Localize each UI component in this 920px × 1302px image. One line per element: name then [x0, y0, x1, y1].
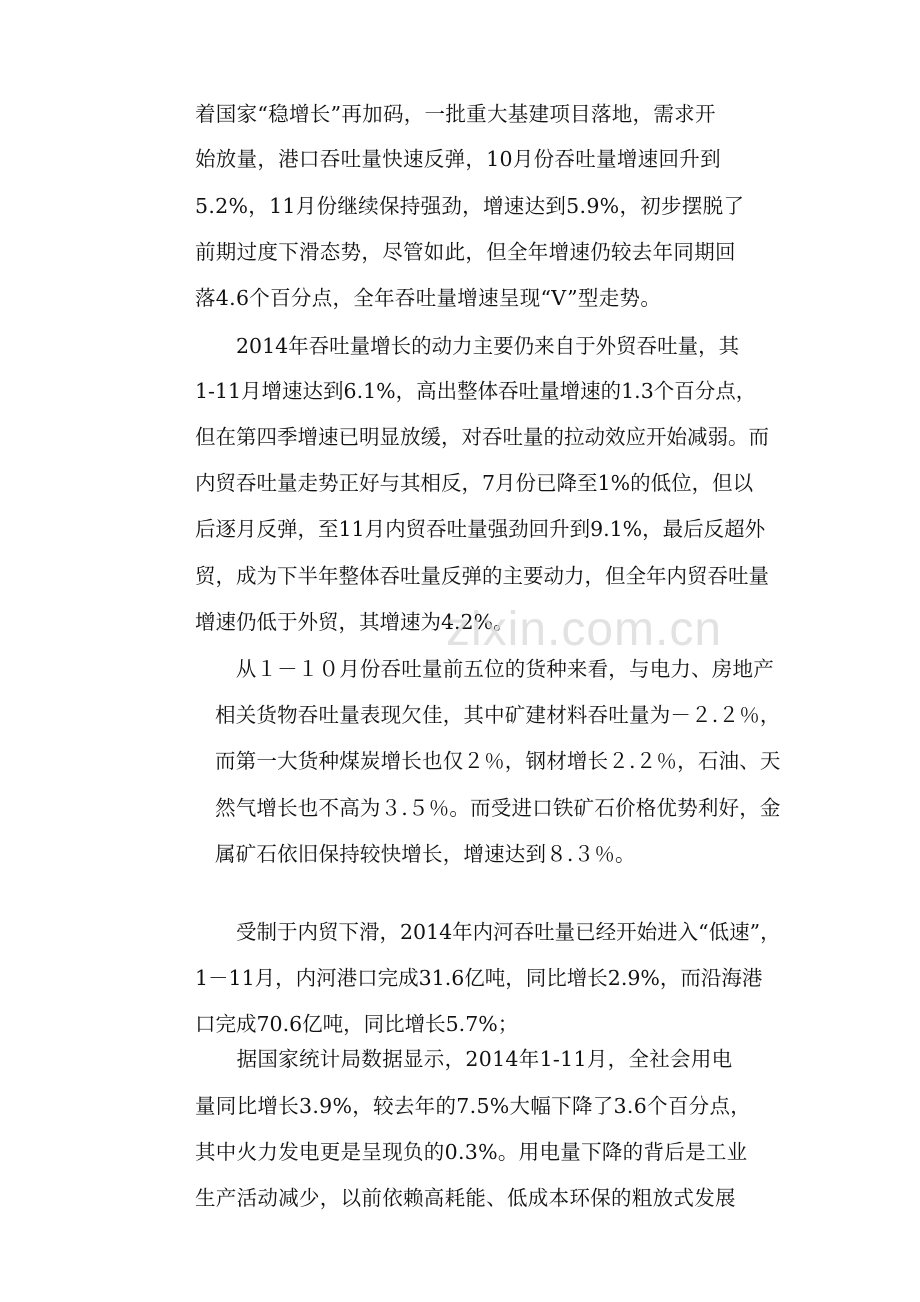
text-line: 而第一大货种煤炭增长也仅２％，钢材增长２.２％，石油、天: [215, 749, 781, 773]
text-line: 相关货物吞吐量表现欠佳，其中矿建材料吞吐量为－２.２％，: [215, 703, 781, 727]
text-line: 1-11月增速达到6.1%，高出整体吞吐量增速的1.3个百分点，: [195, 379, 757, 403]
text-line: 着国家“稳增长”再加码，一批重大基建项目落地，需求开: [195, 102, 716, 126]
watermark: zixin.com.cn: [446, 603, 723, 656]
text-line: 其中火力发电更是呈现负的0.3%。用电量下降的背后是工业: [195, 1140, 748, 1164]
text-line: 后逐月反弹，至11月内贸吞吐量强劲回升到9.1%，最后反超外: [195, 517, 766, 541]
text-line: 量同比增长3.9%，较去年的7.5%大幅下降了3.6个百分点，: [195, 1094, 752, 1118]
text-line: 受制于内贸下滑，2014年内河吞吐量已经开始进入“低速”，: [195, 920, 781, 944]
text-line: 属矿石依旧保持较快增长，增速达到８.３％。: [215, 842, 636, 866]
text-line: 但在第四季增速已明显放缓，对吞吐量的拉动效应开始减弱。而: [195, 425, 769, 449]
text-line: 前期过度下滑态势，尽管如此，但全年增速仍较去年同期回: [195, 240, 736, 264]
text-line: 贸，成为下半年整体吞吐量反弹的主要动力，但全年内贸吞吐量: [195, 564, 769, 588]
text-line: 生产活动减少，以前依赖高耗能、低成本环保的粗放式发展: [195, 1186, 736, 1210]
text-line: 从１－１０月份吞吐量前五位的货种来看，与电力、房地产: [215, 657, 774, 681]
text-line: 2014年吞吐量增长的动力主要仍来自于外贸吞吐量，其: [195, 334, 740, 358]
text-line: 1－11月，内河港口完成31.6亿吨，同比增长2.9%，而沿海港: [195, 966, 763, 990]
text-line: 然气增长也不高为３.５％。而受进口铁矿石价格优势利好，金: [215, 796, 781, 820]
text-line: 内贸吞吐量走势正好与其相反，7月份已降至1%的低位，但以: [195, 471, 754, 495]
text-line: 据国家统计局数据显示，2014年1-11月，全社会用电: [195, 1047, 733, 1071]
text-line: 口完成70.6亿吨，同比增长5.7%；: [195, 1012, 519, 1036]
text-line: 落4.6个百分点，全年吞吐量增速呈现“V”型走势。: [195, 286, 662, 310]
text-line: 增速仍低于外贸，其增速为4.2%。: [195, 610, 514, 634]
text-line: 5.2%，11月份继续保持强劲，增速达到5.9%，初步摆脱了: [195, 194, 745, 218]
text-line: 始放量，港口吞吐量快速反弹，10月份吞吐量增速回升到: [195, 147, 721, 171]
